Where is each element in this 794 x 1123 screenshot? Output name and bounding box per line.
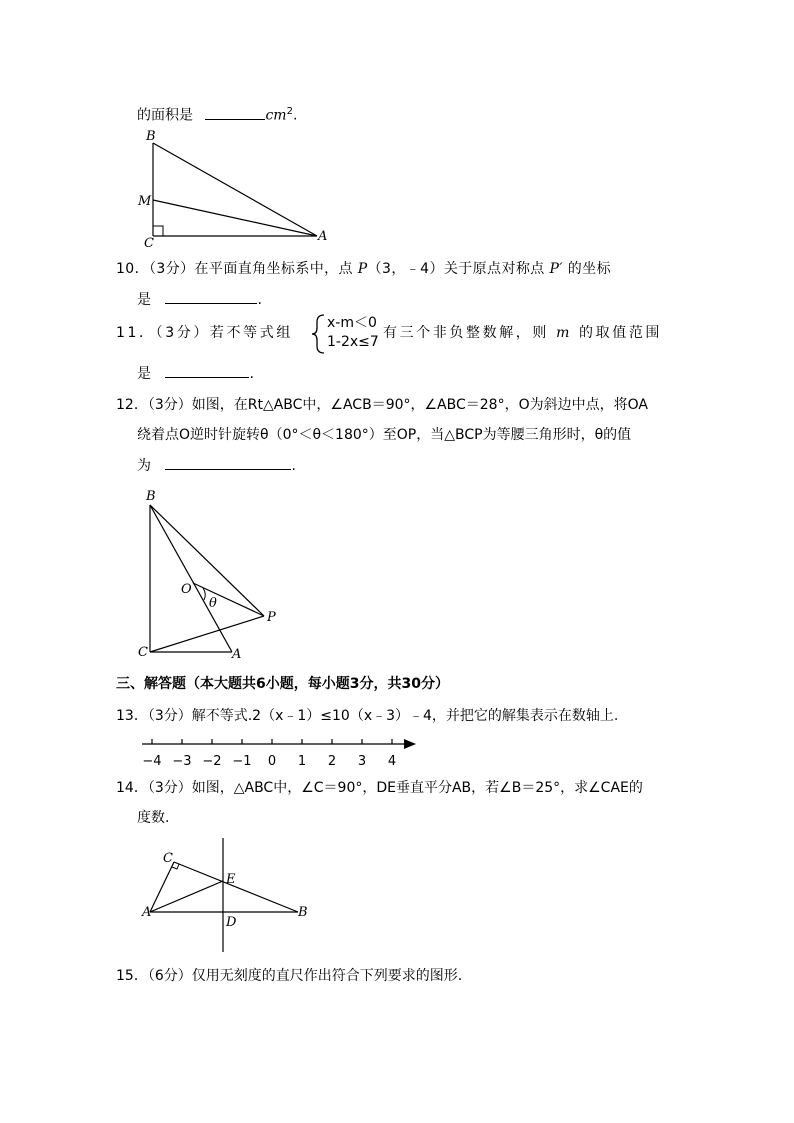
- q14-label-e: E: [226, 872, 236, 887]
- q11-number: 11．: [116, 325, 156, 341]
- q10-text2: 的坐标: [567, 261, 611, 277]
- q11-text-c: 的取值范围: [579, 325, 663, 341]
- q14-number: 14．: [116, 780, 148, 796]
- q11-inequality-2: 1-2x≤7: [327, 334, 379, 350]
- q14-side-cb: [174, 862, 298, 912]
- q14-label-d: D: [226, 915, 237, 930]
- q12-number: 12．: [116, 397, 148, 413]
- q13-tick-label: −1: [232, 754, 252, 769]
- q10-point-p-prime: P′: [549, 261, 563, 277]
- q9-label-m: M: [138, 194, 152, 209]
- q9-unit: cm: [265, 107, 287, 124]
- q9-tail-text: 的面积是: [137, 107, 193, 124]
- q12-label-p: P: [267, 610, 276, 625]
- q14-side-ac: [150, 862, 174, 912]
- q12-label-o: O: [181, 582, 192, 597]
- q13-number: 13．: [116, 708, 148, 724]
- q13-tick-label: 1: [297, 754, 307, 769]
- q15-number: 15．: [116, 968, 148, 984]
- q14-text-line1: （3分）如图，△ABC中，∠C＝90°，DE垂直平分AB，若∠B＝25°，求∠CAE的: [147, 780, 643, 796]
- q10-end: .: [257, 292, 262, 308]
- q11-end: .: [249, 366, 254, 382]
- q10-point-p: P: [357, 261, 368, 277]
- q13-tick-label: −3: [172, 754, 192, 769]
- q10-coords: （3，﹣4）关于原点对称点: [367, 261, 545, 277]
- q13-tick-label: 2: [327, 754, 337, 769]
- q10-line2-text: 是: [137, 292, 151, 308]
- q11-text-b: 有三个非负整数解，则: [383, 325, 549, 341]
- q9-unit-sup: 2: [286, 106, 293, 117]
- q14-label-c: C: [163, 851, 173, 866]
- q12-end: .: [291, 458, 296, 474]
- q10-number: 10．: [116, 261, 150, 277]
- q13-tick-label: −2: [202, 754, 222, 769]
- q15-text: （6分）仅用无刻度的直尺作出符合下列要求的图形.: [147, 968, 463, 984]
- q12-label-c: C: [138, 645, 148, 660]
- q10-text: （3分）在平面直角坐标系中，点: [149, 261, 353, 277]
- q15-line1: [116, 966, 462, 986]
- q11-inequality-1: x-m＜0: [327, 315, 377, 331]
- q12-label-b: B: [146, 489, 156, 504]
- q14-label-a: A: [142, 905, 152, 920]
- q9-end: .: [292, 107, 298, 124]
- q13-text: （3分）解不等式.2（x﹣1）≤10（x﹣3）﹣4，并把它的解集表示在数轴上.: [147, 708, 619, 724]
- section3-title: 三、解答题（本大题共6小题，每小题3分，共30分）: [116, 676, 449, 692]
- q13-tick-label: −4: [142, 754, 162, 769]
- q9-label-c: C: [144, 236, 154, 251]
- q12-text-line1: （3分）如图，在Rt△ABC中，∠ACB＝90°，∠ABC＝28°，O为斜边中点，将OA: [147, 397, 648, 413]
- q14-segment-ae: [150, 881, 223, 912]
- q11-line2-text: 是: [137, 366, 151, 382]
- q12-label-theta: θ: [209, 596, 217, 611]
- q12-text-line3: 为: [137, 458, 151, 474]
- q11-text-a: （3分）若不等式组: [155, 325, 293, 341]
- q13-tick-label: 3: [357, 754, 367, 769]
- q12-text-line2: 绕着点O逆时针旋转θ（0°＜θ＜180°）至OP，当△BCP为等腰三角形时，θ的值: [137, 427, 632, 443]
- q14-text-line2: 度数.: [137, 810, 170, 826]
- q11-var-m: m: [556, 325, 572, 341]
- q13-tick-label: 0: [267, 754, 277, 769]
- q12-label-a: A: [232, 647, 242, 662]
- q13-tick-label: 4: [387, 754, 397, 769]
- q9-label-a: A: [318, 229, 328, 244]
- q14-label-b: B: [298, 905, 308, 920]
- q9-label-b: B: [146, 129, 156, 144]
